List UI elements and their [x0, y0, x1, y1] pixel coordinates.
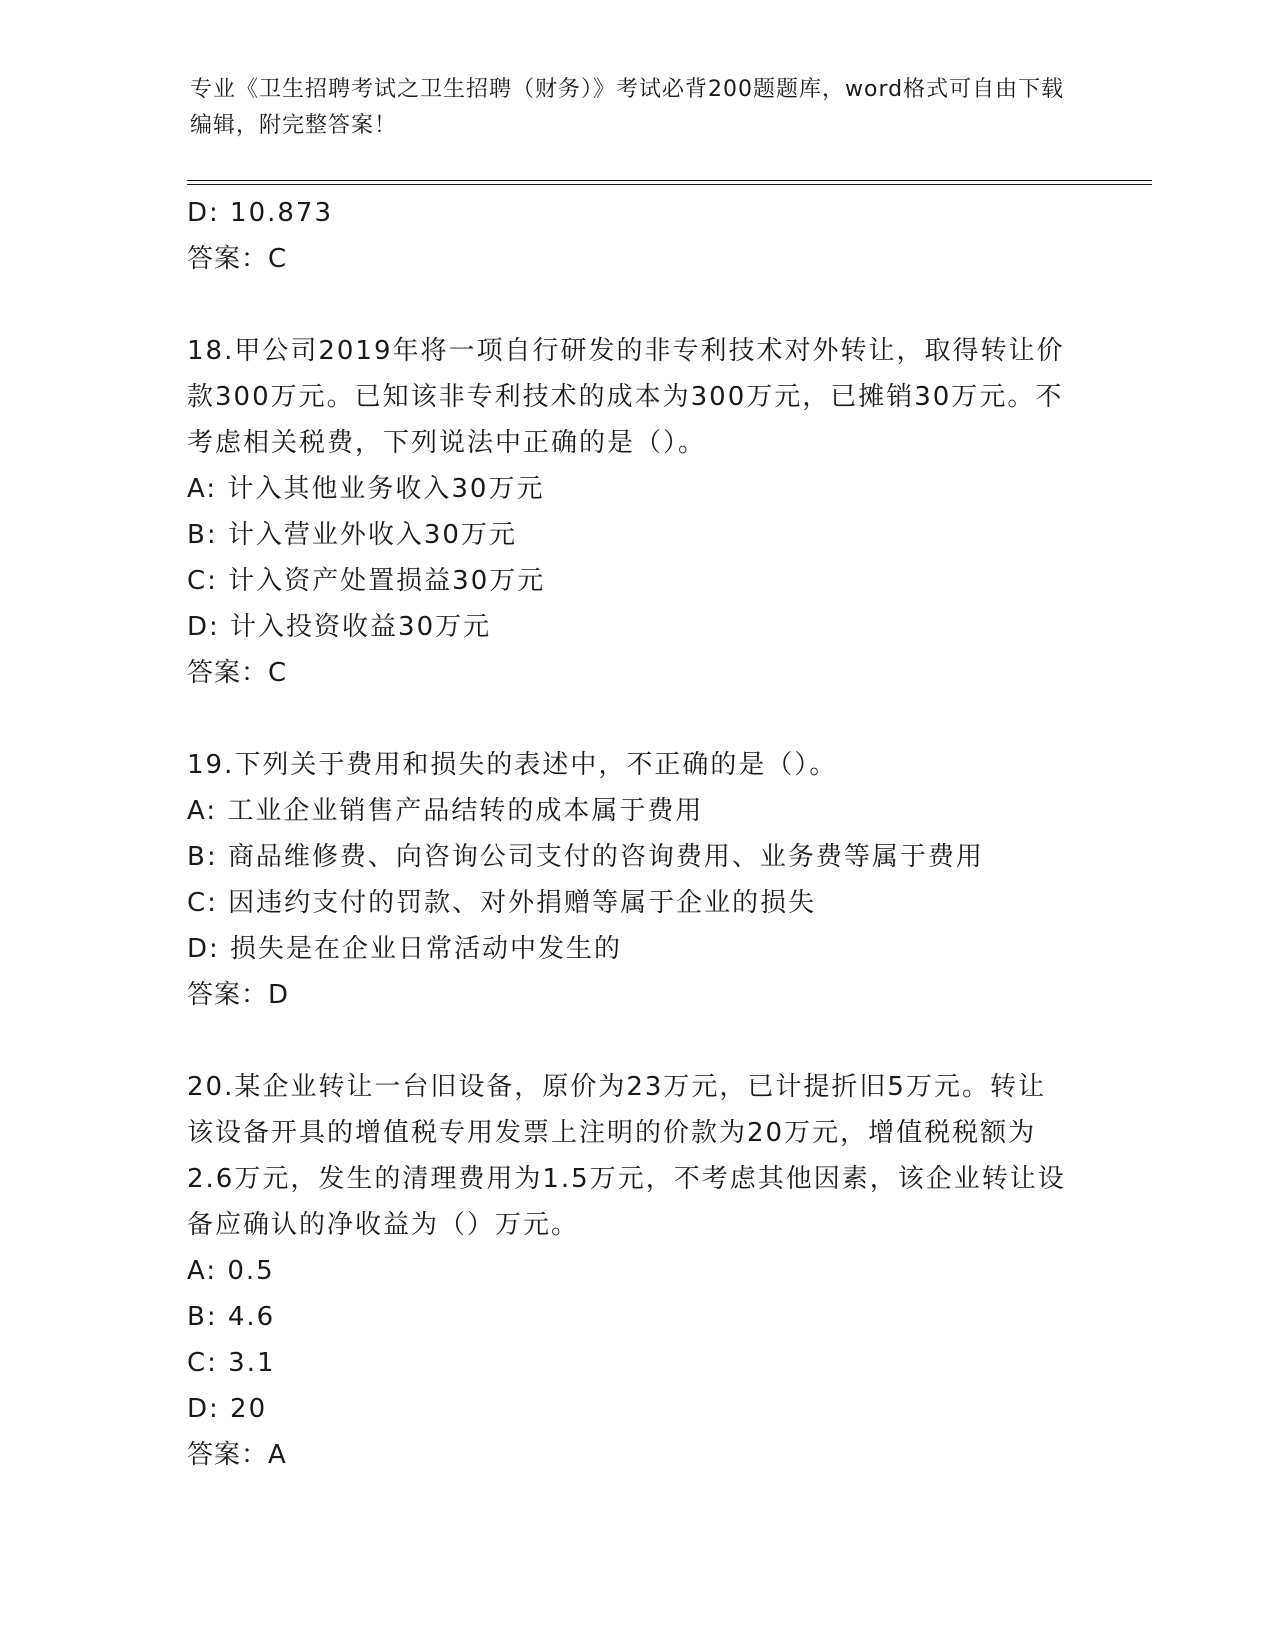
header-rule-bottom	[187, 184, 1152, 185]
question-stem: 19.下列关于费用和损失的表述中，不正确的是（）。	[187, 750, 838, 780]
option-d: D: 计入投资收益30万元	[187, 612, 492, 642]
prev-option-d: D: 10.873	[187, 198, 334, 228]
document-body	[187, 190, 1087, 1478]
option-b: B: 4.6	[187, 1302, 276, 1332]
option-c: C: 计入资产处置损益30万元	[187, 566, 546, 596]
prev-answer: 答案：C	[187, 244, 288, 274]
option-a: A: 计入其他业务收入30万元	[187, 474, 545, 504]
question-stem: 18.甲公司2019年将一项自行研发的非专利技术对外转让，取得转让价款300万元。已知该非专利技术的成本为300万元，已摊销30万元。不考虑相关税费，下列说法中正确的是（）。	[187, 336, 1065, 458]
spacer	[187, 282, 1087, 328]
answer: 答案：A	[187, 1440, 287, 1470]
option-c: C: 因违约支付的罚款、对外捐赠等属于企业的损失	[187, 888, 817, 918]
question-18	[187, 328, 1087, 696]
question-19	[187, 742, 1087, 1018]
question-stem: 20.某企业转让一台旧设备，原价为23万元，已计提折旧5万元。转让该设备开具的增值税专用发票上注明的价款为20万元，增值税税额为2.6万元，发生的清理费用为1.5万元，不考虑其他因素，该企业转让设备应确认的净收益为（）万元。	[187, 1072, 1066, 1240]
answer: 答案：D	[187, 980, 290, 1010]
spacer	[187, 1018, 1087, 1064]
answer: 答案：C	[187, 658, 288, 688]
option-b: B: 计入营业外收入30万元	[187, 520, 517, 550]
header-rule-top	[187, 180, 1152, 181]
option-a: A: 0.5	[187, 1256, 275, 1286]
spacer	[187, 696, 1087, 742]
option-d: D: 损失是在企业日常活动中发生的	[187, 934, 623, 964]
option-d: D: 20	[187, 1394, 268, 1424]
page-header: 专业《卫生招聘考试之卫生招聘（财务）》考试必背200题题库，word格式可自由下载编辑，附完整答案！	[190, 77, 1065, 138]
option-b: B: 商品维修费、向咨询公司支付的咨询费用、业务费等属于费用	[187, 842, 984, 872]
option-c: C: 3.1	[187, 1348, 276, 1378]
option-a: A: 工业企业销售产品结转的成本属于费用	[187, 796, 704, 826]
question-20	[187, 1064, 1087, 1478]
